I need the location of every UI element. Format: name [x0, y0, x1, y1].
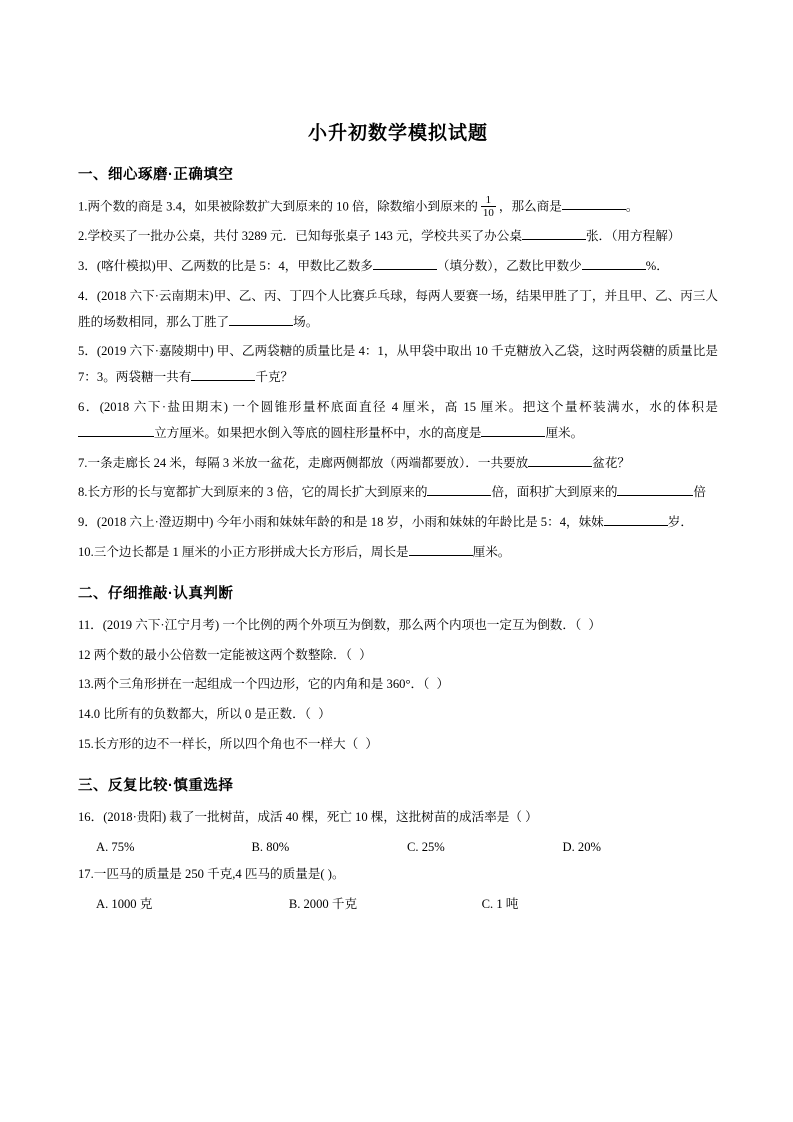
choice-c[interactable]: C. 25%: [407, 839, 445, 854]
answer-blank[interactable]: [229, 313, 293, 326]
answer-blank[interactable]: [78, 424, 154, 437]
document-body: [78, 118, 718, 919]
choice-a[interactable]: A. 1000 克: [96, 896, 153, 911]
question-17-choices: [78, 892, 718, 917]
answer-blank[interactable]: [409, 543, 473, 556]
question-10: [78, 540, 718, 566]
answer-blank[interactable]: [427, 483, 491, 496]
question-6-text-c: 厘米。: [545, 425, 584, 440]
question-2: [78, 224, 718, 250]
question-2-text-b: 张．（用方程解）: [585, 229, 681, 244]
question-5: [78, 339, 718, 391]
choice-d[interactable]: D. 20%: [562, 839, 601, 854]
answer-blank[interactable]: [617, 483, 693, 496]
choice-b[interactable]: B. 2000 千克: [288, 896, 358, 911]
choice-b[interactable]: B. 80%: [251, 839, 290, 854]
section-heading-true-false: 二、仔细推敲·认真判断: [78, 585, 234, 602]
question-1-text-c: 。: [625, 199, 639, 214]
answer-blank[interactable]: [562, 197, 626, 210]
question-5-text-b: 千克？: [255, 370, 294, 385]
question-7-text-b: 盆花？: [592, 455, 631, 470]
question-9: [78, 510, 718, 536]
answer-paren[interactable]: （ ）: [304, 707, 333, 722]
question-4-text-a: 4．(2018 六下·云南期末)甲、乙、丙、丁四个人比赛乒乓球，每两人要赛一场，结果甲胜了丁，并且甲、乙、丙三人胜的场数相同，那么丁胜了: [78, 288, 718, 329]
choice-c[interactable]: C. 1 吨: [481, 896, 519, 911]
answer-blank[interactable]: [522, 227, 586, 240]
answer-blank[interactable]: [528, 454, 592, 467]
question-1-text-a: 1.两个数的商是 3.4，如果被除数扩大到原来的 10 倍，除数缩小到原来的: [78, 199, 478, 214]
question-17: 17.一匹马的质量是 250 千克,4 匹马的质量是( )。: [78, 866, 345, 881]
question-9-text-b: 岁．: [667, 515, 693, 530]
choice-a[interactable]: A. 75%: [96, 839, 135, 854]
answer-blank[interactable]: [582, 257, 646, 270]
question-8-text-a: 8.长方形的长与宽都扩大到原来的 3 倍，它的周长扩大到原来的: [78, 485, 428, 500]
answer-blank[interactable]: [373, 257, 437, 270]
question-15: [78, 732, 718, 758]
question-12: [78, 643, 718, 669]
question-5-text-a: 5．(2019 六下·嘉陵期中) 甲、乙两袋糖的质量比是 4：1，从甲袋中取出 10 千克糖放入乙袋，这时两袋糖的质量比是 7：3。两袋糖一共有: [78, 344, 718, 385]
question-12-text: 12 两个数的最小公倍数一定能被这两个数整除．: [78, 647, 346, 662]
fraction-numerator: 1: [481, 194, 496, 207]
question-4: [78, 284, 718, 336]
question-13: [78, 672, 718, 698]
question-2-text-a: 2.学校买了一批办公桌，共付 3289 元．已知每张桌子 143 元，学校共买了办公桌: [78, 229, 522, 244]
answer-paren[interactable]: （ ）: [345, 647, 374, 662]
question-11: [78, 613, 718, 639]
question-6-text-a: 6．(2018 六下·盐田期末) 一个圆锥形量杯底面直径 4 厘米，高 15 厘米。把这个量杯装满水，水的体积是: [78, 399, 718, 414]
question-1: [78, 194, 718, 220]
question-6: [78, 395, 718, 447]
question-3: [78, 254, 718, 280]
question-1-text-b: ，那么商是: [498, 199, 562, 214]
question-4-text-b: 场。: [293, 314, 319, 329]
page-title: 小升初数学模拟试题: [307, 123, 488, 144]
question-16-choices: [78, 835, 718, 860]
section-heading-fill-blank: 一、细心琢磨·正确填空: [78, 167, 234, 183]
question-3-text-c: %．: [645, 258, 669, 273]
question-8-text-b: 倍，面积扩大到原来的: [491, 485, 618, 500]
question-15-text: 15.长方形的边不一样长，所以四个角也不一样大: [78, 737, 346, 752]
answer-paren[interactable]: （ ）: [423, 677, 452, 692]
fraction-one-tenth: [481, 194, 496, 220]
question-10-text-a: 10.三个边长都是 1 厘米的小正方形拼成大长方形后，周长是: [78, 545, 409, 560]
fraction-denominator: 10: [482, 207, 494, 220]
question-9-text-a: 9．(2018 六上·澄迈期中) 今年小雨和妹妹年龄的和是 18 岁，小雨和妹妹的年龄比是 5：4，妹妹: [78, 515, 604, 530]
question-8-text-c: 倍: [693, 485, 707, 500]
question-8: [78, 480, 718, 506]
answer-paren[interactable]: （ ）: [574, 617, 604, 632]
question-6-text-b: 立方厘米。如果把水倒入等底的圆柱形量杯中，水的高度是: [154, 425, 482, 440]
question-14: [78, 702, 718, 728]
section-heading-multiple-choice: 三、反复比较·慎重选择: [78, 777, 234, 794]
answer-blank[interactable]: [191, 368, 255, 381]
question-16: 16．(2018·贵阳) 栽了一批树苗，成活 40 棵，死亡 10 棵，这批树苗的成活率是（ ）: [78, 809, 538, 824]
question-3-text-b: （填分数），乙数比甲数少: [436, 258, 582, 273]
question-14-text: 14.0 比所有的负数都大，所以 0 是正数．: [78, 707, 305, 722]
question-13-text: 13.两个三角形拼在一起组成一个四边形，它的内角和是 360°．: [78, 677, 424, 692]
question-11-text: 11．(2019 六下·江宁月考) 一个比例的两个外项互为倒数，那么两个内项也一定互为倒数．: [78, 617, 575, 632]
question-7: [78, 451, 718, 477]
answer-paren[interactable]: （ ）: [345, 737, 380, 752]
question-10-text-b: 厘米。: [472, 545, 511, 560]
question-3-text-a: 3．(喀什模拟)甲、乙两数的比是 5：4，甲数比乙数多: [78, 258, 373, 273]
question-7-text-a: 7.一条走廊长 24 米，每隔 3 米放一盆花，走廊两侧都放（两端都要放）．一共要放: [78, 455, 529, 470]
answer-blank[interactable]: [604, 513, 668, 526]
answer-blank[interactable]: [481, 424, 545, 437]
